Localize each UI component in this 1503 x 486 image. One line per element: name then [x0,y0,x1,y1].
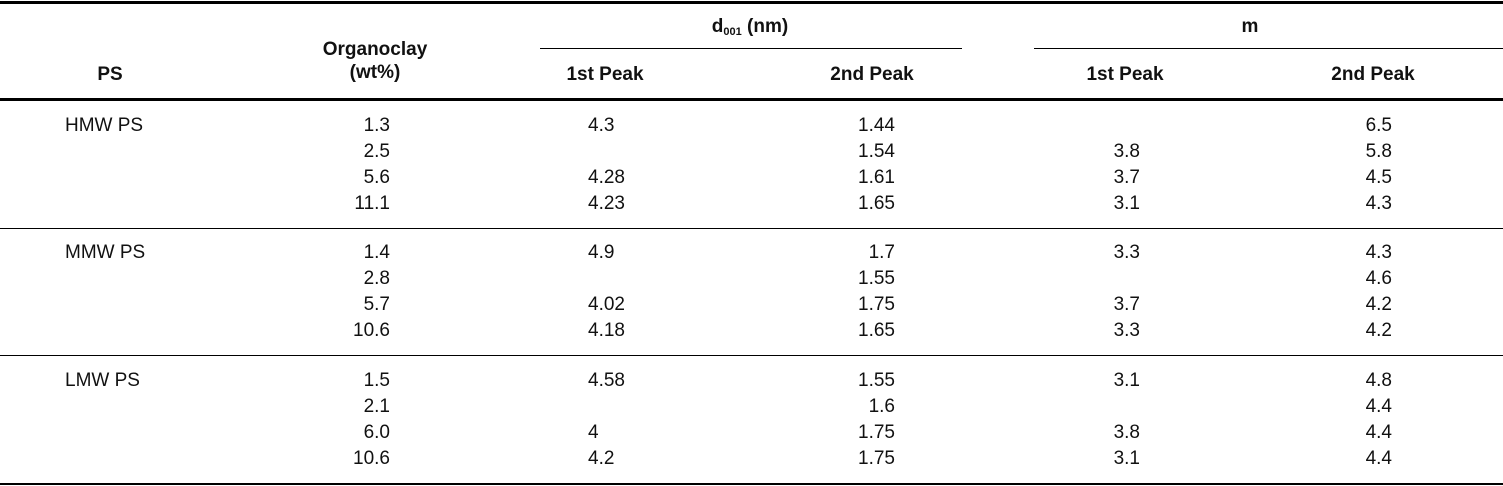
d001-subscript: 001 [723,26,742,38]
cell-m1: 3.3 [1113,242,1140,263]
cell-m2: 4.5 [1365,167,1392,188]
cell-m2: 4.4 [1365,448,1392,469]
cell-d2: 1.55 [858,370,895,391]
cell-m1: 3.7 [1113,167,1140,188]
header-bottom-rule [0,98,1503,101]
cell-wt: 6.0 [363,422,390,443]
d001-unit: (nm) [741,16,789,37]
cell-d1: 4 [588,422,599,443]
cell-m2: 4.2 [1365,320,1392,341]
header-ps: PS [97,64,123,85]
group-separator-2 [0,355,1503,356]
group-name: HMW PS [65,115,144,136]
cell-d1: 4.2 [588,448,615,469]
cell-d2: 1.75 [858,448,895,469]
d001-symbol: d [711,16,724,37]
cell-m1: 3.3 [1113,320,1140,341]
d001-underline [540,48,962,49]
cell-m1: 3.1 [1113,193,1140,214]
cell-d1: 4.28 [588,167,625,188]
cell-wt: 2.5 [363,141,390,162]
header-d001-first-peak: 1st Peak [566,64,644,85]
header-m: m [1241,16,1259,37]
cell-m1: 3.8 [1113,141,1140,162]
cell-d1: 4.3 [588,115,615,136]
m-underline [1034,48,1503,49]
cell-m2: 6.5 [1365,115,1392,136]
header-d001 [560,16,940,43]
cell-d2: 1.55 [858,268,895,289]
cell-d2: 1.65 [858,193,895,214]
cell-wt: 10.6 [353,320,390,341]
group-name: LMW PS [65,370,140,391]
cell-m1: 3.1 [1113,370,1140,391]
cell-wt: 2.1 [363,396,390,417]
cell-m2: 4.8 [1365,370,1392,391]
cell-d2: 1.54 [858,141,895,162]
cell-m2: 5.8 [1365,141,1392,162]
cell-wt: 10.6 [353,448,390,469]
cell-wt: 1.4 [363,242,390,263]
cell-d1: 4.02 [588,294,625,315]
cell-d2: 1.65 [858,320,895,341]
header-m-second-peak: 2nd Peak [1331,64,1415,85]
cell-d2: 1.75 [858,294,895,315]
cell-m1: 3.8 [1113,422,1140,443]
cell-wt: 5.7 [363,294,390,315]
cell-wt: 11.1 [354,193,390,214]
cell-d1: 4.23 [588,193,625,214]
header-organoclay-line1: Organoclay [322,39,428,60]
group-name: MMW PS [65,242,146,263]
table-bottom-rule [0,483,1503,485]
cell-m2: 4.6 [1365,268,1392,289]
cell-d2: 1.75 [858,422,895,443]
header-m-first-peak: 1st Peak [1086,64,1164,85]
cell-m1: 3.7 [1113,294,1140,315]
cell-m2: 4.3 [1365,193,1392,214]
cell-m2: 4.2 [1365,294,1392,315]
cell-d1: 4.58 [588,370,625,391]
cell-m1: 3.1 [1113,448,1140,469]
cell-wt: 5.6 [363,167,390,188]
cell-wt: 2.8 [363,268,390,289]
table-top-rule [0,1,1503,4]
cell-m2: 4.4 [1365,422,1392,443]
cell-wt: 1.5 [363,370,390,391]
cell-d2: 1.44 [858,115,895,136]
cell-d2: 1.6 [868,396,895,417]
header-organoclay-line2: (wt%) [349,62,401,83]
group-separator-1 [0,228,1503,229]
header-d001-second-peak: 2nd Peak [830,64,914,85]
cell-d2: 1.7 [868,242,895,263]
cell-m2: 4.3 [1365,242,1392,263]
cell-d2: 1.61 [858,167,895,188]
cell-d1: 4.9 [588,242,615,263]
cell-d1: 4.18 [588,320,625,341]
cell-m2: 4.4 [1365,396,1392,417]
cell-wt: 1.3 [363,115,390,136]
